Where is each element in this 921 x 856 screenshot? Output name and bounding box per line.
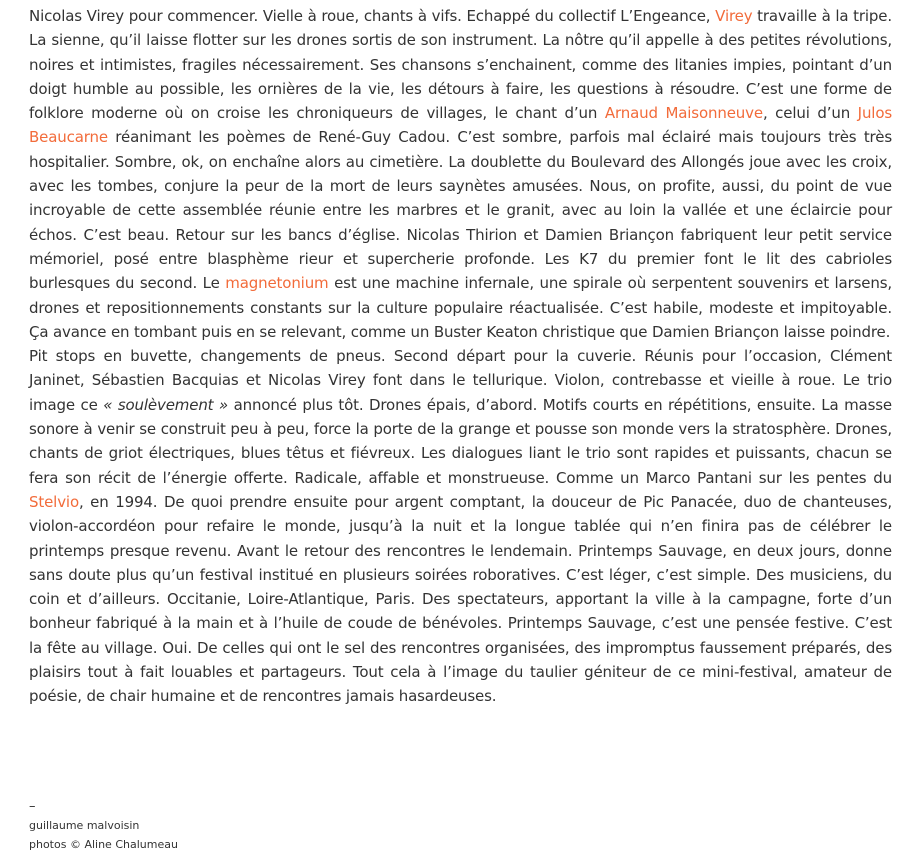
text-segment: Pit stops en buvette, changements de pneus. Second départ pour la cuverie. Réunis pour l’occasion, Clément Janinet, Sébastien Bacquias et Nicolas Virey font dans le tellurique. Violon, contrebasse et vieille à roue. Le trio image ce [29, 347, 892, 414]
credits-separator: – [29, 799, 36, 814]
text-segment: Nicolas Virey pour commencer. Vielle à roue, chants à vifs. Echappé du collectif L’Engeance, [29, 7, 716, 25]
text-segment: travaille à la tripe. La sienne, qu’il laisse flotter sur les drones sortis de son instrument. La nôtre qu’il appelle à des petites révolutions, noires et intimistes, fragiles nécessairement. Ses chansons s’enchainent, comme des litanies impies, pointant d’un doigt humble au possible, les ornières de la vie, les détours à faire, les questions à résoudre. C’est une forme de folklore moderne où on croise les chroniqueurs de villages, le chant d’un [29, 7, 893, 123]
text-segment: est une machine infernale, une spirale où serpentent souvenirs et larsens, drones et repositionnements constants sur la culture populaire réactualisée. C’est habile, modeste et impitoyable. Ça avance en tombant puis en se relevant, comme un Buster Keaton christique que Damien Briançon laisse poindre. [29, 274, 892, 341]
inline-link[interactable]: Stelvio [29, 492, 79, 511]
author-name: guillaume malvoisin [29, 819, 140, 832]
article-credits [29, 800, 178, 854]
inline-link[interactable]: magnetonium [225, 274, 329, 293]
text-segment: , en 1994. De quoi prendre ensuite pour argent comptant, la douceur de Pic Panacée, duo de chanteuses, violon-accordéon pour refaire le monde, jusqu’à la nuit et la longue tablée qui n’en finira pas de célébrer le printemps presque revenu. Avant le retour des rencontres le lendemain. Printemps Sauvage, en deux jours, donne sans doute plus qu’un festival institué en plusieurs soirées roboratives. C’est léger, c’est simple. Des musiciens, du coin et d’ailleurs. Occitanie, Loire-Atlantique, Paris. Des spectateurs, apportant la ville à la campagne, forte d’un bonheur fabriqué à la main et à l’huile de coude de bénévoles. Printemps Sauvage, c’est une pensée festive. C’est la fête au village. Oui. De celles qui ont le sel des rencontres organisées, des impromptus faussement préparés, des plaisirs tout à fait louables et partageurs. Tout cela à l’image du taulier géniteur de ce mini-festival, amateur de poésie, de chair humaine et de rencontres jamais hasardeuses. [29, 492, 892, 706]
inline-link[interactable]: Julos Beaucarne [29, 104, 893, 147]
inline-link[interactable]: Virey [715, 7, 753, 25]
photo-credit: photos © Aline Chalumeau [29, 838, 178, 851]
emphasis-text: « soulèvement » [103, 395, 229, 414]
inline-link[interactable]: Arnaud Maisonneuve [604, 104, 763, 123]
paragraph-2 [29, 344, 892, 708]
paragraph-1 [29, 4, 892, 344]
article-body [29, 4, 892, 709]
text-segment: annoncé plus tôt. Drones épais, d’abord. Motifs courts en répétitions, ensuite. La masse sonore à venir se construit peu à peu, force la porte de la grange et pousse son monde vers la stratosphère. Drones, chants de griot électriques, blues têtus et fiévreux. Les dialogues liant le trio sont rapides et puissants, chacun se fera son récit de l’énergie offerte. Radicale, affable et monstrueuse. Comme un Marco Pantani sur les pentes du [29, 395, 892, 487]
text-segment: réanimant les poèmes de René-Guy Cadou. C’est sombre, parfois mal éclairé mais toujours très très hospitalier. Sombre, ok, on enchaîne alors au cimetière. La doublette du Boulevard des Allongés joue avec les croix, avec les tombes, conjure la peur de la mort de leurs saynètes amusées. Nous, on profite, aussi, du point de vue incroyable de cette assemblée réunie entre les marbres et le granit, avec au loin la vallée et une éclaircie pour échos. C’est beau. Retour sur les bancs d’église. Nicolas Thirion et Damien Briançon fabriquent leur petit service mémoriel, posé entre blasphème rieur et supercherie profonde. Les K7 du premier font le lit des cabrioles burlesques du second. Le [29, 128, 892, 293]
text-segment: , celui d’un [762, 104, 858, 123]
